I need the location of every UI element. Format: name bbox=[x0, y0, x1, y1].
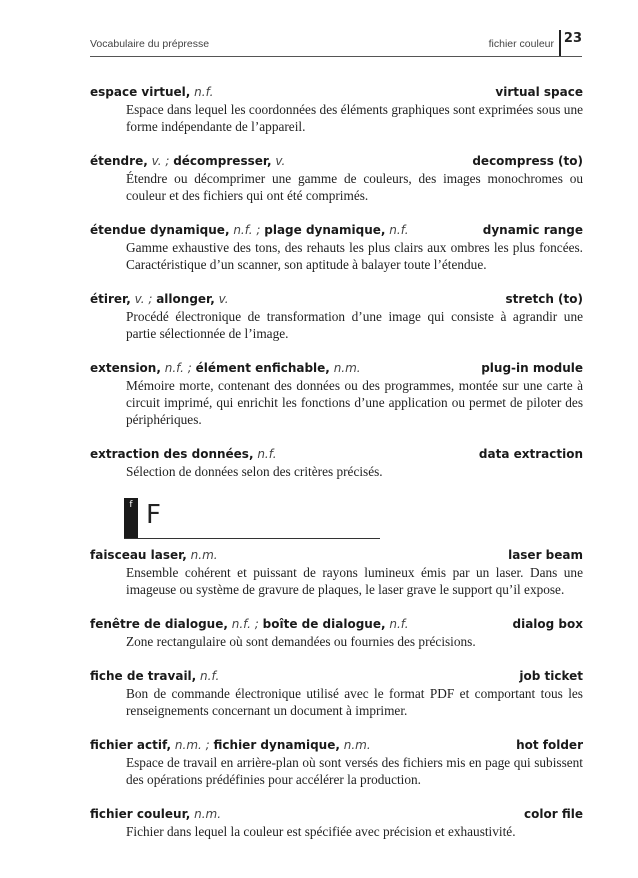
english-equivalent: data extraction bbox=[478, 447, 583, 461]
section-divider bbox=[124, 498, 380, 539]
french-term: étirer, bbox=[90, 292, 131, 306]
grammatical-category: n.m. bbox=[186, 548, 218, 562]
entries-group-f bbox=[90, 547, 583, 840]
french-term: boîte de dialogue, bbox=[262, 617, 386, 631]
grammatical-category: n.f. bbox=[385, 617, 409, 631]
entry-definition: Procédé électronique de transformation d’une image qui consiste à agrandir une partie sélectionnée de l’image. bbox=[126, 309, 583, 341]
entry-definition: Zone rectangulaire où sont demandées ou fournies des précisions. bbox=[126, 634, 476, 649]
grammatical-category: n.f. ; bbox=[229, 223, 265, 237]
grammatical-category: n.f. bbox=[190, 85, 214, 99]
glossary-entry bbox=[90, 806, 583, 840]
entry-headword-line bbox=[90, 616, 583, 633]
grammatical-category: v. ; bbox=[147, 154, 174, 168]
french-term: allonger, bbox=[156, 292, 215, 306]
french-term: faisceau laser, bbox=[90, 548, 187, 562]
french-term: étendre, bbox=[90, 154, 148, 168]
grammatical-category: n.f. ; bbox=[160, 361, 196, 375]
glossary-entry bbox=[90, 668, 583, 719]
french-term: fichier couleur, bbox=[90, 807, 191, 821]
entry-definition: Mémoire morte, contenant des données ou des programmes, montée sur une carte à circuit imprimé, qui enrichit les fonctions d’une application ou permet de piloter des périphériques. bbox=[126, 378, 583, 427]
entry-definition: Espace de travail en arrière-plan où sont versés des fichiers mis en page qui subissent des opérations prédéfinies pour accélérer la production. bbox=[126, 755, 583, 787]
glossary-entry bbox=[90, 291, 583, 342]
entry-headword-line bbox=[90, 291, 583, 308]
glossary-entry bbox=[90, 360, 583, 428]
entry-definition: Ensemble cohérent et puissant de rayons lumineux émis par un laser. Dans une imageuse ou système de gravure de plaques, le laser grave le support qu’il expose. bbox=[126, 565, 583, 597]
entry-headword-line bbox=[90, 668, 583, 685]
english-equivalent: virtual space bbox=[495, 85, 583, 99]
section-letter: F bbox=[146, 500, 161, 530]
english-equivalent: decompress (to) bbox=[472, 154, 583, 168]
grammatical-category: n.m. bbox=[190, 807, 222, 821]
french-term: élément enfichable, bbox=[195, 361, 330, 375]
entry-headword-line bbox=[90, 84, 583, 101]
grammatical-category: v. ; bbox=[130, 292, 157, 306]
entry-headword-line bbox=[90, 446, 583, 463]
entry-definition: Fichier dans lequel la couleur est spécifiée avec précision et exhaustivité. bbox=[126, 824, 516, 839]
grammatical-category: v. bbox=[214, 292, 229, 306]
french-term: décompresser, bbox=[173, 154, 272, 168]
french-term: étendue dynamique, bbox=[90, 223, 230, 237]
header-divider bbox=[559, 30, 561, 56]
entry-headword-line bbox=[90, 547, 583, 564]
entry-headword-line bbox=[90, 360, 583, 377]
entry-definition: Sélection de données selon des critères précisés. bbox=[126, 464, 383, 479]
french-term: espace virtuel, bbox=[90, 85, 191, 99]
english-equivalent: dialog box bbox=[512, 617, 583, 631]
header-running-term: fichier couleur bbox=[488, 38, 554, 50]
french-term: fichier dynamique, bbox=[213, 738, 340, 752]
entry-headword-line bbox=[90, 153, 583, 170]
glossary-entry bbox=[90, 153, 583, 204]
entry-definition: Étendre ou décomprimer une gamme de couleurs, des images monochromes ou couleur et des fichiers qui ont été comprimés. bbox=[126, 171, 583, 203]
english-equivalent: dynamic range bbox=[482, 223, 583, 237]
grammatical-category: n.m. bbox=[329, 361, 361, 375]
grammatical-category: v. bbox=[271, 154, 286, 168]
page-number: 23 bbox=[563, 31, 582, 46]
entries-group-e bbox=[90, 84, 583, 480]
glossary-entry bbox=[90, 222, 583, 273]
english-equivalent: hot folder bbox=[516, 738, 583, 752]
entry-headword-line bbox=[90, 806, 583, 823]
french-term: extraction des données, bbox=[90, 447, 254, 461]
grammatical-category: n.m. bbox=[339, 738, 371, 752]
header-book-title: Vocabulaire du prépresse bbox=[90, 38, 210, 50]
english-equivalent: job ticket bbox=[519, 669, 583, 683]
grammatical-category: n.m. ; bbox=[171, 738, 214, 752]
french-term: fenêtre de dialogue, bbox=[90, 617, 228, 631]
running-header bbox=[90, 31, 582, 57]
glossary-content bbox=[90, 84, 583, 858]
glossary-entry bbox=[90, 446, 583, 480]
entry-headword-line bbox=[90, 737, 583, 754]
glossary-entry bbox=[90, 547, 583, 598]
grammatical-category: n.f. bbox=[196, 669, 220, 683]
section-tab: f bbox=[124, 498, 138, 538]
french-term: fichier actif, bbox=[90, 738, 172, 752]
grammatical-category: n.f. bbox=[253, 447, 277, 461]
entry-definition: Bon de commande électronique utilisé avec le format PDF et comportant tous les renseignements concernant un document à imprimer. bbox=[126, 686, 583, 718]
english-equivalent: plug-in module bbox=[481, 361, 583, 375]
glossary-entry bbox=[90, 737, 583, 788]
entry-definition: Espace dans lequel les coordonnées des éléments graphiques sont exprimées sous une forme indépendante de l’appareil. bbox=[126, 102, 583, 134]
french-term: extension, bbox=[90, 361, 161, 375]
entry-definition: Gamme exhaustive des tons, des rehauts les plus clairs aux ombres les plus foncées. Caractéristique d’un scanner, son aptitude à balayer toute l’étendue. bbox=[126, 240, 583, 272]
french-term: fiche de travail, bbox=[90, 669, 197, 683]
glossary-entry bbox=[90, 84, 583, 135]
grammatical-category: n.f. ; bbox=[227, 617, 263, 631]
grammatical-category: n.f. bbox=[385, 223, 409, 237]
english-equivalent: stretch (to) bbox=[505, 292, 583, 306]
entry-headword-line bbox=[90, 222, 583, 239]
english-equivalent: color file bbox=[524, 807, 583, 821]
glossary-entry bbox=[90, 616, 583, 650]
english-equivalent: laser beam bbox=[508, 548, 583, 562]
french-term: plage dynamique, bbox=[264, 223, 386, 237]
